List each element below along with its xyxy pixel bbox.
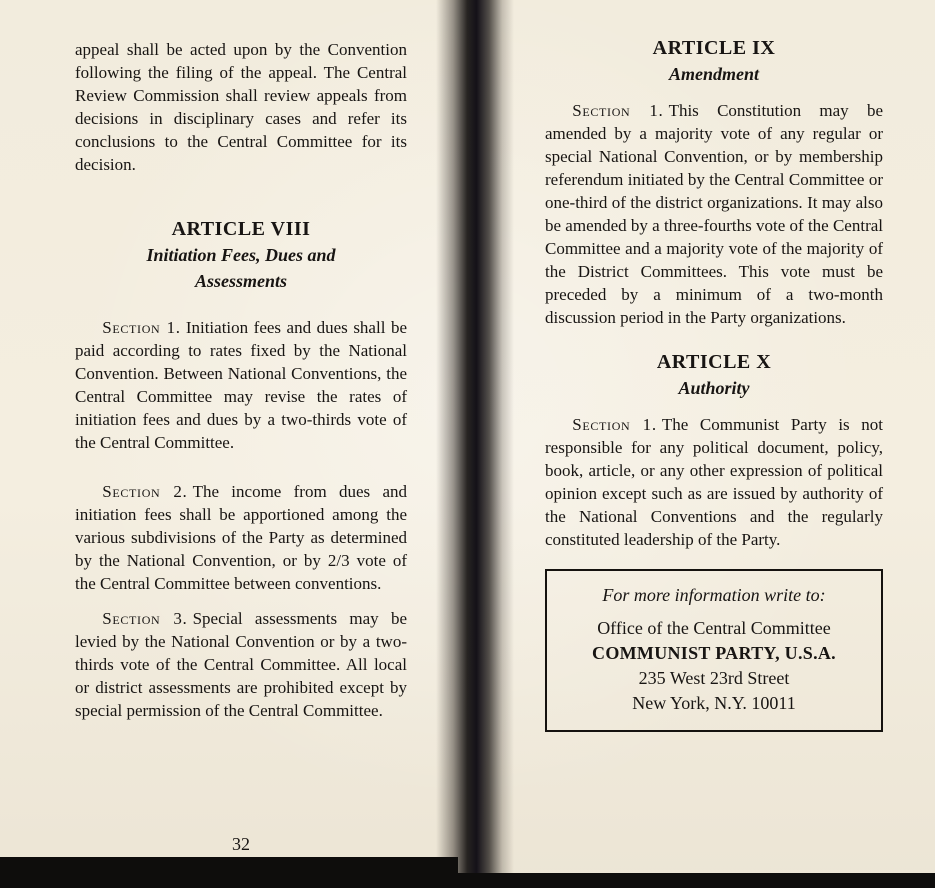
page-number: 32 [232,834,250,854]
section-text: Initiation fees and dues shall be paid according to rates fixed by the National Convention. Between National Conventions, the Central Committee may revise the rates of initiation fees and dues by a two-thirds vote of the Central Committee. [75,318,407,452]
info-line-party-name: COMMUNIST PARTY, U.S.A. [592,643,836,663]
article-ix-title: ARTICLE IX [652,37,776,59]
article-ix-section-1 [545,99,883,329]
section-label: Section 1. [572,415,657,434]
section-label: Section 3. [102,609,188,628]
book-gutter-shadow [436,0,514,888]
article-viii-section-3 [75,607,407,722]
contact-info-box [545,569,883,732]
left-page [75,38,407,722]
article-viii-subtitle: Initiation Fees, Dues and Assessments [146,245,336,291]
article-x-subtitle: Authority [678,378,750,398]
scan-edge-strip-right [458,873,935,888]
article-viii-title: ARTICLE VIII [171,218,311,240]
section-text: Special assessments may be levied by the National Convention or by a two-thirds vote of the Central Committee. All local or district assessments are prohibited except by special permission of the Central Committee. [75,609,408,720]
info-line-office: Office of the Central Committee [597,618,831,638]
section-text: The income from dues and initiation fees shall be apportioned among the various subdivisions of the Party as determined by the National Convention, or by 2/3 vote of the Central Committee between conventions. [75,482,407,593]
right-page [545,35,883,732]
article-ix-subtitle: Amendment [668,64,759,84]
section-text: This Constitution may be amended by a majority vote of any regular or special National Convention, or by membership referendum initiated by the Central Committee or one-third of the district organizations. It may also be amended by a three-fourths vote of the Central Committee and a majority vote of the majority of the District Committees. This vote must be preceded by a minimum of a two-month discussion period in the Party organizations. [545,101,884,327]
article-x-title: ARTICLE X [656,351,772,373]
section-label: Section 1. [572,101,664,120]
section-label: Section 2. [102,482,188,501]
section-label: Section 1. [102,318,181,337]
info-box-heading: For more information write to: [602,585,826,605]
article-viii-section-1 [75,316,407,454]
info-line-street: 235 West 23rd Street [638,668,790,688]
article-x-section-1 [545,413,883,551]
continued-paragraph: appeal shall be acted upon by the Convention following the filing of the appeal. The Central Review Commission shall review appeals from decisions in disciplinary cases and refer its conclusions to the Central Committee for its decision. [75,40,407,174]
article-viii-section-2 [75,480,407,595]
scan-edge-strip-left [0,857,458,888]
info-line-city: New York, N.Y. 10011 [632,693,796,713]
section-text: The Communist Party is not responsible for any political document, policy, book, article, or any other expression of political opinion except such as are issued by authority of the National Conventions and the regularly constituted leadership of the Party. [545,415,883,549]
